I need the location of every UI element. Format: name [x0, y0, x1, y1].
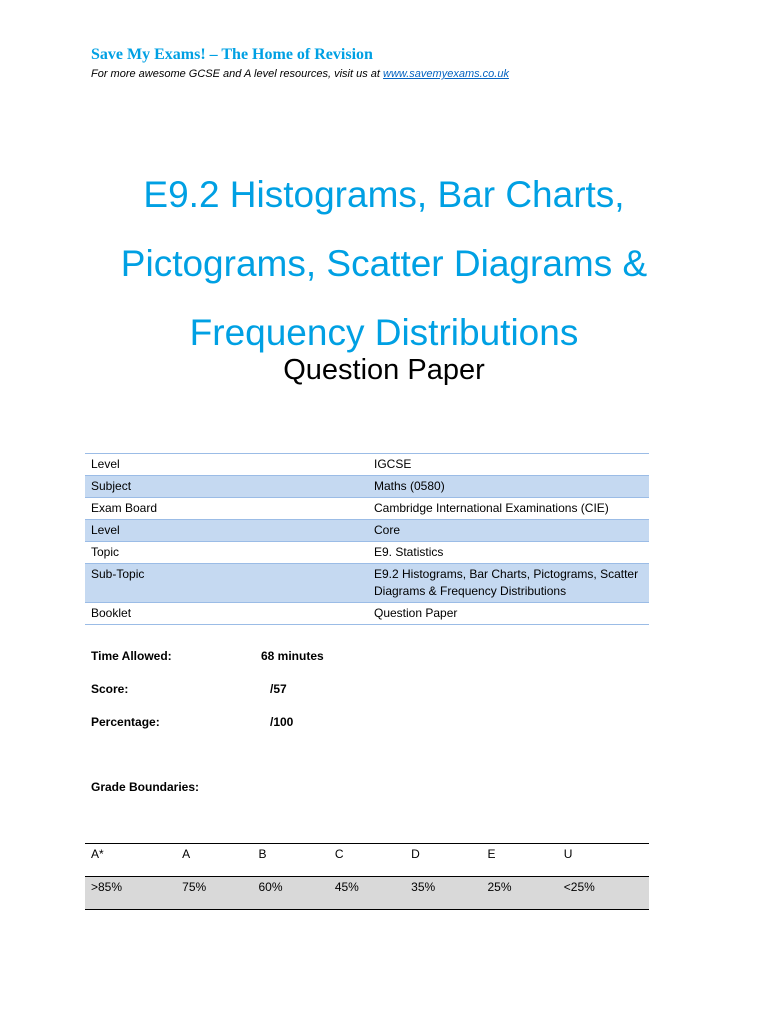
grade-percent: <25%: [558, 877, 649, 910]
grade-letter: A*: [85, 844, 176, 877]
grade-percent: 60%: [252, 877, 328, 910]
info-table: [85, 453, 649, 625]
info-row: [85, 603, 649, 625]
score: [91, 682, 287, 696]
grade-letter: C: [329, 844, 405, 877]
grade-percent: 25%: [481, 877, 557, 910]
info-value: Core: [368, 520, 649, 542]
grade-letter: B: [252, 844, 328, 877]
grade-percent: >85%: [85, 877, 176, 910]
info-label: Topic: [85, 542, 368, 564]
info-label: Sub-Topic: [85, 564, 368, 603]
time-allowed: [91, 649, 324, 663]
info-row: [85, 454, 649, 476]
grade-letter: U: [558, 844, 649, 877]
header-tagline: [91, 68, 509, 80]
document-title: [0, 160, 768, 367]
percentage-label: Percentage:: [91, 715, 160, 729]
info-row: [85, 564, 649, 603]
document-subtitle: Question Paper: [283, 354, 485, 386]
grade-percent: 75%: [176, 877, 252, 910]
header-title: Save My Exams! – The Home of Revision: [91, 46, 373, 63]
title-line-1: E9.2 Histograms, Bar Charts,: [143, 174, 625, 215]
grade-letter: D: [405, 844, 481, 877]
website-link[interactable]: www.savemyexams.co.uk: [383, 68, 509, 80]
grade-boundaries-label: Grade Boundaries:: [91, 780, 200, 794]
page-header: [91, 46, 509, 80]
title-line-3: Frequency Distributions: [189, 312, 579, 353]
grade-letter: E: [481, 844, 557, 877]
info-value: Cambridge International Examinations (CIE): [368, 498, 649, 520]
info-value: Maths (0580): [368, 476, 649, 498]
info-label: Level: [85, 454, 368, 476]
info-label: Level: [85, 520, 368, 542]
title-line-2: Pictograms, Scatter Diagrams &: [120, 243, 648, 284]
percentage: [91, 715, 294, 729]
info-label: Exam Board: [85, 498, 368, 520]
grade-percent: 35%: [405, 877, 481, 910]
info-row: [85, 520, 649, 542]
info-value: Question Paper: [368, 603, 649, 625]
info-row: [85, 498, 649, 520]
info-row: [85, 476, 649, 498]
grade-letter: A: [176, 844, 252, 877]
score-value: /57: [270, 682, 287, 696]
info-value: E9.2 Histograms, Bar Charts, Pictograms, Scatter Diagrams & Frequency Distributions: [368, 564, 649, 603]
grade-letter-row: [85, 844, 649, 877]
tagline-text: For more awesome GCSE and A level resources, visit us at: [91, 68, 380, 80]
grade-percent-row: [85, 877, 649, 910]
score-label: Score:: [91, 682, 129, 696]
grade-percent: 45%: [329, 877, 405, 910]
time-value: 68 minutes: [261, 649, 324, 663]
info-label: Subject: [85, 476, 368, 498]
info-label: Booklet: [85, 603, 368, 625]
grade-boundaries-table: [85, 843, 649, 910]
info-row: [85, 542, 649, 564]
percentage-value: /100: [270, 715, 294, 729]
time-label: Time Allowed:: [91, 649, 172, 663]
info-value: E9. Statistics: [368, 542, 649, 564]
info-value: IGCSE: [368, 454, 649, 476]
